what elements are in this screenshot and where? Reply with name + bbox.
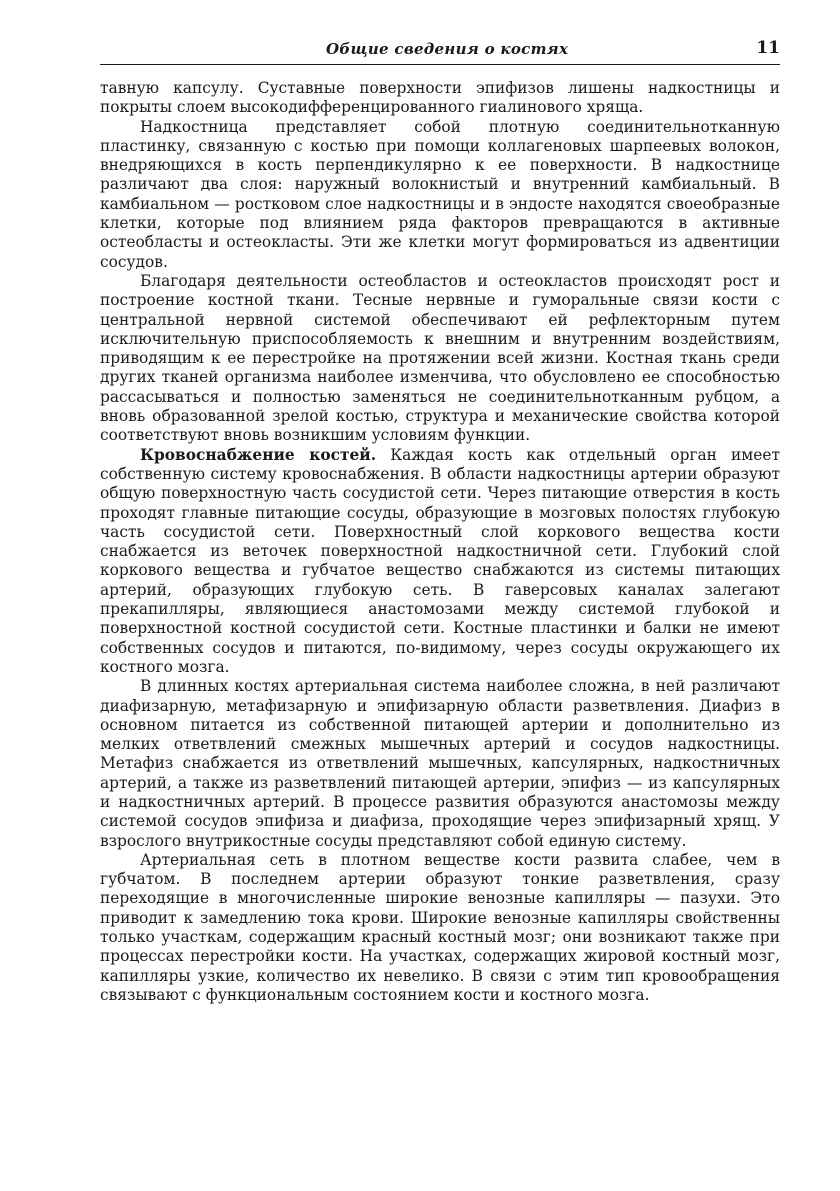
running-header — [100, 38, 780, 65]
paragraph-periosteum: Надкостница представляет собой плотную соединительнотканную пластинку, связанную с костью при помощи коллагеновых шарпеевых волокон, внедряющихся в кость перпендикулярно к ее поверхности. В надкостнице различают два слоя: наружный волокнистый и внутренний камбиальный. В камбиальном — ростковом слое надкостницы и в эндосте находятся своеобразные клетки, которые под влиянием ряда факторов превращаются в активные остеобласты и остеокласты. Эти же клетки могут формироваться из адвентиции сосудов. — [100, 117, 780, 271]
paragraph-bone-growth: Благодаря деятельности остеобластов и остеокластов происходят рост и построение костной ткани. Тесные нервные и гуморальные связи кости с центральной нервной системой обеспечивают ей рефлекторным путем исключительную приспособляемость к внешним и внутренним воздействиям, приводящим к ее перестройке на протяжении всей жизни. Костная ткань среди других тканей организма наиболее изменчива, что обусловлено ее способностью рассасываться и полностью заменяться не соединительнотканным рубцом, а вновь образованной зрелой костью, структура и механические свойства которой соответствуют вновь возникшим условиям функции. — [100, 271, 780, 445]
running-title: Общие сведения о костях — [326, 40, 569, 58]
section-heading-blood-supply: Кровоснабжение костей. — [140, 445, 377, 464]
paragraph-blood-supply — [100, 446, 780, 678]
paragraph-arterial-network: Артериальная сеть в плотном веществе кости развита слабее, чем в губчатом. В последнем артерии образуют тонкие разветвления, сразу переходящие в многочисленные широкие венозные капилляры — пазухи. Это приводит к замедлению тока крови. Широкие венозные капилляры свойственны только участкам, содержащим красный костный мозг; они возникают также при процессах перестройки кости. На участках, содержащих жировой костный мозг, капилляры узкие, количество их невелико. В связи с этим тип кровообращения связывают с функциональным состоянием кости и костного мозга. — [100, 850, 780, 1004]
paragraph-continuation: тавную капсулу. Суставные поверхности эпифизов лишены надкостницы и покрыты слоем высокодифференцированного гиалинового хряща. — [100, 79, 780, 117]
page-number: 11 — [756, 38, 780, 58]
paragraph-blood-supply-text: Каждая кость как отдельный орган имеет собственную систему кровоснабжения. В области надкостницы артерии образуют общую поверхностную часть сосудистой сети. Через питающие отверстия в кость проходят главные питающие сосуды, образующие в мозговых полостях глубокую часть сосудистой сети. Поверхностный слой коркового вещества кости снабжается из веточек поверхностной надкостничной сети. Глубокий слой коркового вещества и губчатое вещество снабжаются из системы питающих артерий, образующих глубокую сеть. В гаверсовых каналах залегают прекапилляры, являющиеся анастомозами между системой глубокой и поверхностной костной сосудистой сети. Костные пластинки и балки не имеют собственных сосудов и питаются, по-видимому, через сосуды окружающего их костного мозга. — [100, 445, 780, 676]
paragraph-long-bones: В длинных костях артериальная система наиболее сложна, в ней различают диафизарную, метафизарную и эпифизарную области разветвления. Диафиз в основном питается из собственной питающей артерии и дополнительно из мелких ответвлений смежных мышечных артерий и сосудов надкостницы. Метафиз снабжается из ответвлений мышечных, капсулярных, надкостничных артерий, а также из разветвлений питающей артерии, эпифиз — из капсулярных и надкостничных артерий. В процессе развития образуются анастомозы между системой сосудов эпифиза и диафиза, проходящие через эпифизарный хрящ. У взрослого внутрикостные сосуды представляют собой единую систему. — [100, 677, 780, 850]
body-text — [100, 79, 780, 1005]
book-page — [100, 38, 780, 1005]
